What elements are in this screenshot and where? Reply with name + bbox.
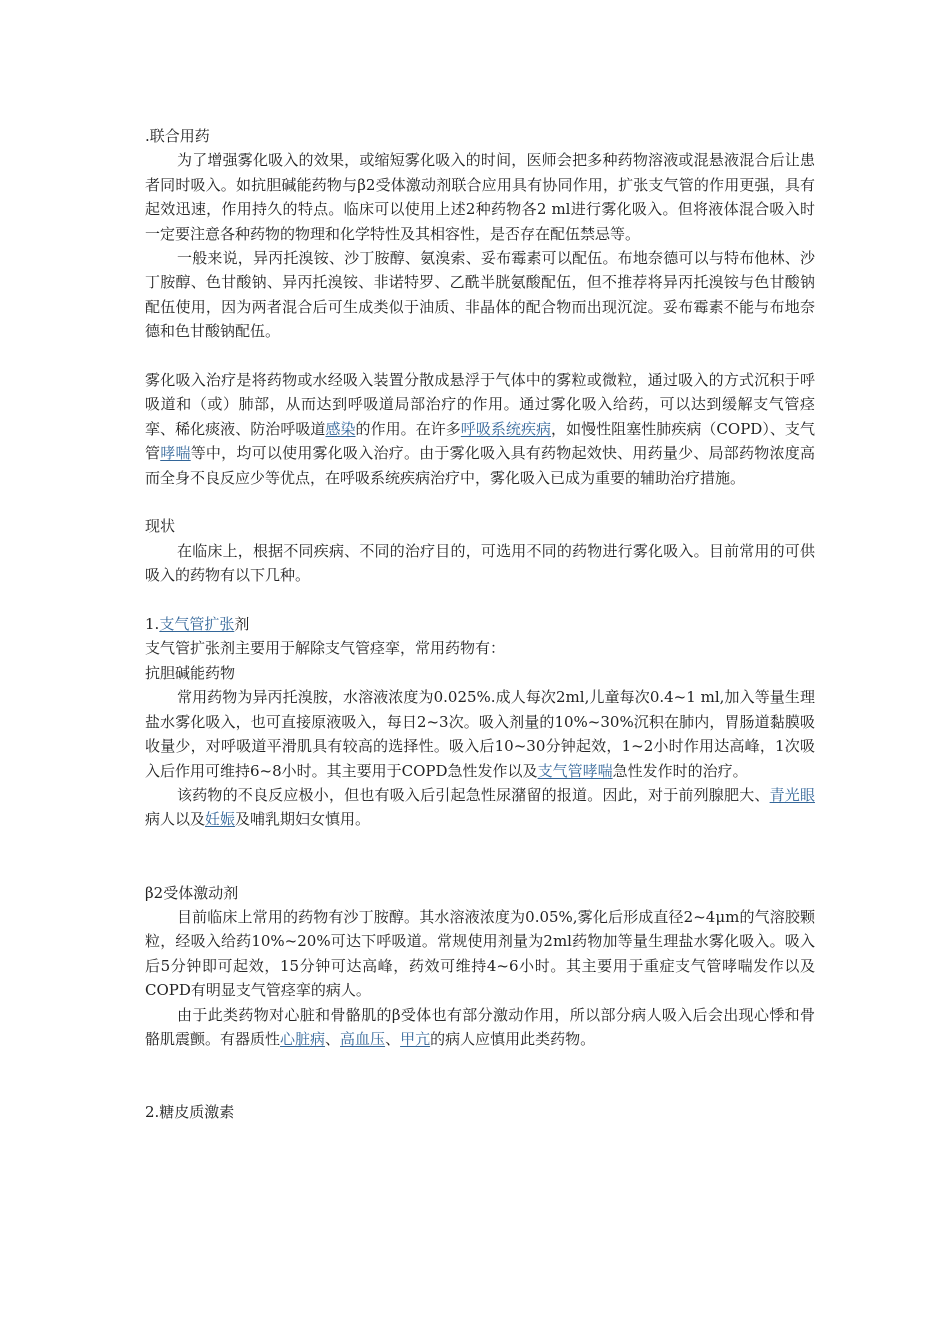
beta2-text-c: 、 xyxy=(385,1029,401,1048)
spacer xyxy=(145,832,815,881)
intro-text-4: 等中，均可以使用雾化吸入治疗。由于雾化吸入具有药物起效快、用药量少、局部药物浓度高而全身不良反应少等优点，在呼吸系统疾病治疗中，雾化吸入已成为重要的辅助治疗措施。 xyxy=(145,444,815,487)
anticholinergic-text-d: 病人以及 xyxy=(145,810,206,829)
intro-text-3: ，如慢性阻塞性肺疾病（COPD）、支气管 xyxy=(145,419,815,463)
combo-paragraph-1: 为了增强雾化吸入的效果，或缩短雾化吸入的时间，医师会把多种药物溶液或混悬液混合后让患者同时吸入。如抗胆碱能药物与β2受体激动剂联合应用具有协同作用，扩张支气管的作用更强，具有起效迅速，作用持久的特点。临床可以使用上述2种药物各2 ml进行雾化吸入。但将液体混合吸入时一定要注意各种药物的物理和化学特性及其相容性，是否存在配伍禁忌等。 xyxy=(145,151,815,243)
combo-paragraph-2: 一般来说，异丙托溴铵、沙丁胺醇、氨溴索、妥布霉素可以配伍。布地奈德可以与特布他林、沙丁胺醇、色甘酸钠、异丙托溴铵、非诺特罗、乙酰半胱氨酸配伍，但不推荐将异丙托溴铵与色甘酸钠配伍使用，因为两者混合后可生成类似于油质、非晶体的配合物而出现沉淀。妥布霉素不能与布地奈德和色甘酸钠配伍。 xyxy=(145,249,815,341)
intro-text-2: 的作用。在许多 xyxy=(355,419,461,438)
link-hyperthyroidism[interactable]: 甲亢 xyxy=(400,1029,431,1048)
anticholinergic-heading: 抗胆碱能药物 xyxy=(145,663,236,682)
spacer xyxy=(145,1051,815,1100)
combo-heading: .联合用药 xyxy=(145,127,210,145)
anticholinergic-text-c: 该药物的不良反应极小，但也有吸入后引起急性尿潴留的报道。因此，对于前列腺肥大、 xyxy=(177,785,770,804)
link-bronchodilator[interactable]: 支气管扩张 xyxy=(159,615,235,634)
link-pregnancy[interactable]: 妊娠 xyxy=(205,810,236,829)
link-bronchial-asthma[interactable]: 支气管哮喘 xyxy=(537,761,613,780)
status-paragraph: 在临床上，根据不同疾病、不同的治疗目的，可选用不同的药物进行雾化吸入。目前常用的可供吸入的药物有以下几种。 xyxy=(145,541,815,585)
spacer xyxy=(145,588,815,612)
link-respiratory-disease[interactable]: 呼吸系统疾病 xyxy=(460,419,552,438)
section2-heading: 2.糖皮质激素 xyxy=(145,1103,235,1122)
link-infection[interactable]: 感染 xyxy=(325,419,356,438)
anticholinergic-text-e: 及哺乳期妇女慎用。 xyxy=(235,810,371,829)
link-hypertension[interactable]: 高血压 xyxy=(340,1029,386,1048)
anticholinergic-text-b: 急性发作时的治疗。 xyxy=(612,761,748,780)
beta2-heading: β2受体激动剂 xyxy=(145,883,239,902)
section1-description: 支气管扩张剂主要用于解除支气管痉挛，常用药物有： xyxy=(145,639,506,658)
document-body xyxy=(145,124,815,1125)
intro-paragraph xyxy=(145,368,815,490)
beta2-text-d: 的病人应慎用此类药物。 xyxy=(430,1029,596,1048)
anticholinergic-text-a: 常用药物为异丙托溴胺，水溶液浓度为0.025%.成人每次2ml,儿童每次0.4~1 ml,加入等量生理盐水雾化吸入，也可直接原液吸入，每日2~3次。吸入剂量的10%~30%沉积在肺内，胃肠道黏膜吸收量少，对呼吸道平滑肌具有较高的选择性。吸入后10~30分钟起效，1~2小时作用达高峰，1次吸入后作用可维持6~8小时。其主要用于COPD急性发作以及 xyxy=(145,688,815,780)
intro-text-1: 雾化吸入治疗是将药物或水经吸入装置分散成悬浮于气体中的雾粒或微粒，通过吸入的方式沉积于呼吸道和（或）肺部，从而达到呼吸道局部治疗的作用。通过雾化吸入给药，可以达到缓解支气管痉挛、稀化痰液、防治呼吸道 xyxy=(145,371,815,438)
beta2-paragraph-2 xyxy=(145,1003,815,1052)
section1-number: 1. xyxy=(145,615,160,634)
section1-heading-tail: 剂 xyxy=(234,615,250,634)
beta2-text-b: 、 xyxy=(325,1029,341,1048)
anticholinergic-paragraph-1 xyxy=(145,685,815,783)
spacer xyxy=(145,344,815,368)
anticholinergic-paragraph-2 xyxy=(145,783,815,832)
spacer xyxy=(145,490,815,514)
link-glaucoma[interactable]: 青光眼 xyxy=(769,785,815,804)
section1-heading xyxy=(145,612,815,636)
link-heart-disease[interactable]: 心脏病 xyxy=(280,1029,326,1048)
status-heading: 现状 xyxy=(145,517,176,536)
beta2-paragraph-1: 目前临床上常用的药物有沙丁胺醇。其水溶液浓度为0.05%,雾化后形成直径2~4μm的气溶胶颗粒，经吸入给药10%~20%可达下呼吸道。常规使用剂量为2ml药物加等量生理盐水雾化吸入。吸入后5分钟即可起效，15分钟可达高峰，药效可维持4~6小时。其主要用于重症支气管哮喘发作以及COPD有明显支气管痉挛的病人。 xyxy=(145,907,815,1000)
link-asthma[interactable]: 哮喘 xyxy=(160,444,191,463)
beta2-text-a: 由于此类药物对心脏和骨骼肌的β受体也有部分激动作用，所以部分病人吸入后会出现心悸和骨骼肌震颤。有器质性 xyxy=(145,1005,815,1048)
